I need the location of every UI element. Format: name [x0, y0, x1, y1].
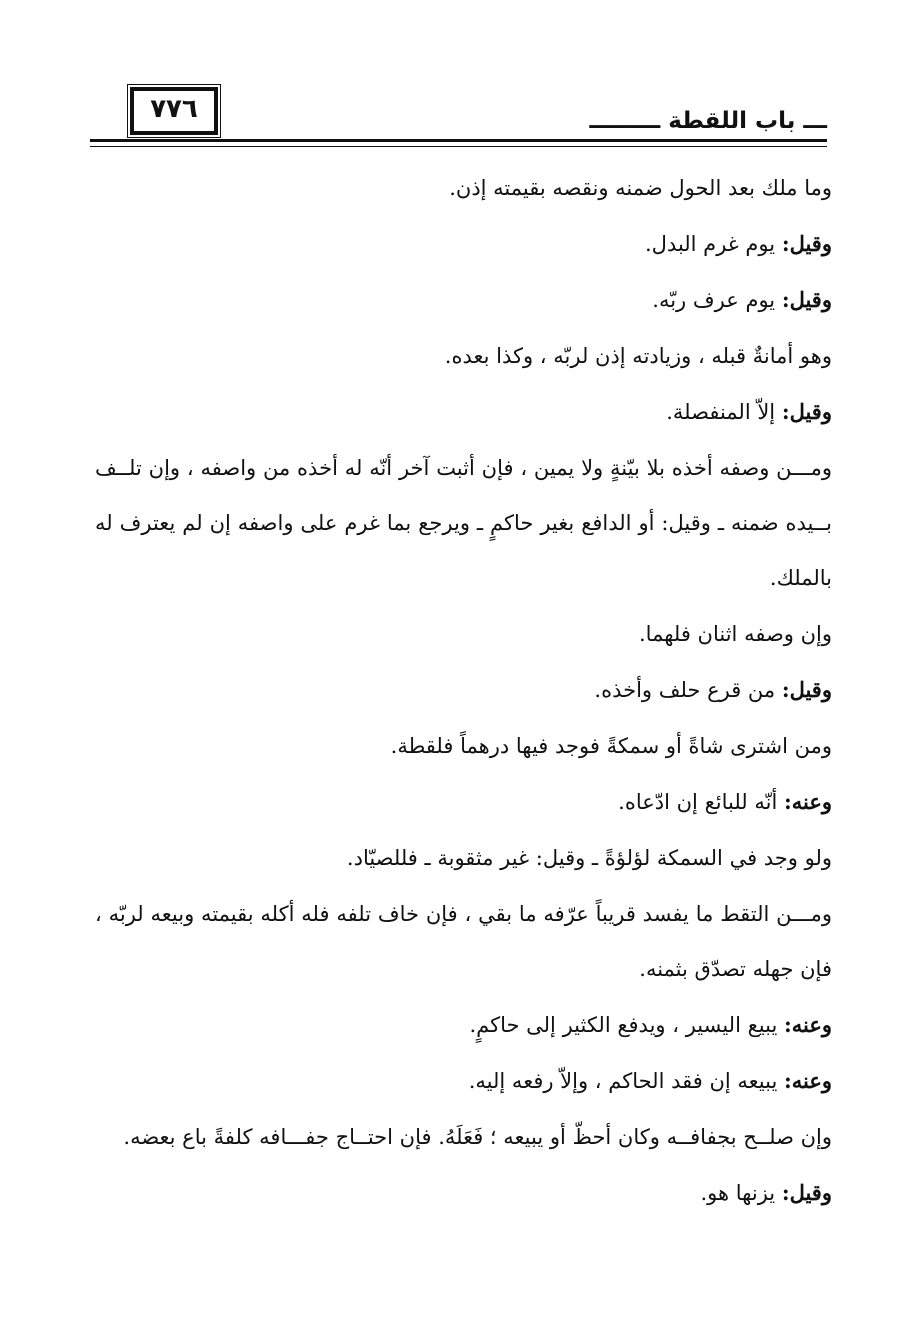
- paragraph: [95, 830, 832, 886]
- paragraph-text: وما ملك بعد الحول ضمنه ونقصه بقيمته إذن.: [449, 176, 832, 200]
- paragraph: [95, 1109, 832, 1165]
- paragraph: [95, 1165, 832, 1221]
- paragraph: [95, 662, 832, 718]
- paragraph-text: يوم غرم البدل.: [644, 232, 782, 256]
- page-number-box: [130, 87, 218, 135]
- paragraph-text: وإن صلــح بجفافــه وكان أحظّ أو يبيعه ؛ فَعَلَهُ. فإن احتــاج جفـــافه كلفةً باع بعضه.: [123, 1125, 832, 1149]
- paragraph-text: وإن وصفه اثنان فلهما.: [639, 622, 832, 646]
- paragraph-text: من قرع حلف وأخذه.: [594, 678, 782, 702]
- page-number: ٧٧٦: [150, 94, 198, 124]
- paragraph-label: وعنه:: [783, 1012, 832, 1037]
- header-rule-thick: [90, 139, 827, 142]
- paragraph-label: وعنه:: [783, 789, 832, 814]
- header-rule-thin: [90, 146, 827, 147]
- paragraph: [95, 718, 832, 774]
- paragraph: [95, 328, 832, 384]
- paragraph: [95, 606, 832, 662]
- paragraph-label: وقيل:: [781, 1180, 832, 1205]
- paragraph-text: ومـــن وصفه أخذه بلا بيّنةٍ ولا يمين ، فإن أثبت آخر أنّه له أخذه من واصفه ، وإن تلــف بــيده ضمنه ـ وقيل: أو الدافع بغير حاكمٍ ـ ويرجع بما غرم على واصفه إن لم يعترف له بالملك.: [95, 456, 832, 590]
- paragraph-text: ومن اشترى شاةً أو سمكةً فوجد فيها درهماً فلقطة.: [390, 734, 832, 758]
- paragraph-text: يوم عرف ربّه.: [652, 288, 782, 312]
- paragraph: [95, 160, 832, 216]
- paragraph-text: يزنها هو.: [700, 1181, 782, 1205]
- paragraph-text: ولو وجد في السمكة لؤلؤةً ـ وقيل: غير مثقوبة ـ فللصيّاد.: [346, 846, 832, 870]
- page-body: [95, 160, 832, 1221]
- paragraph: [95, 774, 832, 830]
- paragraph-text: وهو أمانةٌ قبله ، وزيادته إذن لربّه ، وكذا بعده.: [444, 344, 832, 368]
- paragraph: [95, 1053, 832, 1109]
- paragraph: [95, 216, 832, 272]
- paragraph-label: وقيل:: [781, 677, 832, 702]
- paragraph-text: أنّه للبائع إن ادّعاه.: [618, 790, 784, 814]
- paragraph: [95, 886, 832, 997]
- paragraph-label: وقيل:: [781, 231, 832, 256]
- paragraph: [95, 997, 832, 1053]
- chapter-title: ـــ باب اللقطة ـــــــــ: [589, 108, 827, 134]
- paragraph-text: إلاّ المنفصلة.: [666, 400, 782, 424]
- paragraph: [95, 272, 832, 328]
- paragraph-label: وعنه:: [783, 1068, 832, 1093]
- paragraph-label: وقيل:: [781, 287, 832, 312]
- paragraph: [95, 384, 832, 440]
- paragraph-text: يبيع اليسير ، ويدفع الكثير إلى حاكمٍ.: [469, 1013, 784, 1037]
- paragraph-text: ومـــن التقط ما يفسد قريباً عرّفه ما بقي ، فإن خاف تلفه فله أكله بقيمته وبيعه لربّه ، فإن جهله تصدّق بثمنه.: [95, 902, 832, 981]
- paragraph: [95, 440, 832, 606]
- paragraph-label: وقيل:: [781, 399, 832, 424]
- paragraph-text: يبيعه إن فقد الحاكم ، وإلاّ رفعه إليه.: [468, 1069, 784, 1093]
